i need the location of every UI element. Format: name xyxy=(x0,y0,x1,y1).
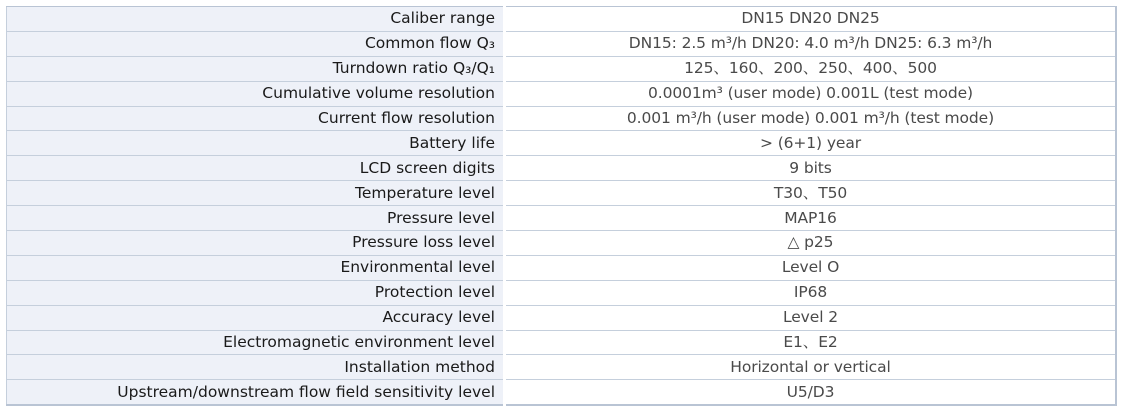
spec-value: IP68 xyxy=(505,280,1117,305)
spec-value: > (6+1) year xyxy=(505,131,1117,156)
table-row xyxy=(7,280,1117,305)
table-row xyxy=(7,330,1117,355)
table-row xyxy=(7,255,1117,280)
table-row xyxy=(7,7,1117,32)
spec-label: Common flow Q₃ xyxy=(7,31,505,56)
spec-label: LCD screen digits xyxy=(7,156,505,181)
spec-value: DN15: 2.5 m³/h DN20: 4.0 m³/h DN25: 6.3 m³/h xyxy=(505,31,1117,56)
spec-label: Turndown ratio Q₃/Q₁ xyxy=(7,56,505,81)
table-row xyxy=(7,31,1117,56)
table-row xyxy=(7,305,1117,330)
table-row xyxy=(7,106,1117,131)
spec-value: T30、T50 xyxy=(505,181,1117,206)
spec-value: U5/D3 xyxy=(505,380,1117,405)
spec-label: Electromagnetic environment level xyxy=(7,330,505,355)
spec-label: Pressure loss level xyxy=(7,231,505,256)
table-row xyxy=(7,181,1117,206)
table-row xyxy=(7,206,1117,231)
spec-label: Pressure level xyxy=(7,206,505,231)
specification-table xyxy=(6,6,1117,406)
spec-value: DN15 DN20 DN25 xyxy=(505,7,1117,32)
table-row xyxy=(7,56,1117,81)
spec-label: Installation method xyxy=(7,355,505,380)
table-row xyxy=(7,380,1117,405)
table-row xyxy=(7,231,1117,256)
spec-label: Accuracy level xyxy=(7,305,505,330)
spec-label: Environmental level xyxy=(7,255,505,280)
table-row xyxy=(7,355,1117,380)
spec-value: △ p25 xyxy=(505,231,1117,256)
spec-label: Battery life xyxy=(7,131,505,156)
spec-label: Protection level xyxy=(7,280,505,305)
spec-value: 9 bits xyxy=(505,156,1117,181)
table-row xyxy=(7,156,1117,181)
spec-value: 0.001 m³/h (user mode) 0.001 m³/h (test mode) xyxy=(505,106,1117,131)
spec-value: E1、E2 xyxy=(505,330,1117,355)
spec-value: Level 2 xyxy=(505,305,1117,330)
spec-label: Upstream/downstream flow field sensitivity level xyxy=(7,380,505,405)
spec-label: Temperature level xyxy=(7,181,505,206)
spec-label: Cumulative volume resolution xyxy=(7,81,505,106)
spec-value: 125、160、200、250、400、500 xyxy=(505,56,1117,81)
spec-value: 0.0001m³ (user mode) 0.001L (test mode) xyxy=(505,81,1117,106)
table-row xyxy=(7,81,1117,106)
spec-label: Caliber range xyxy=(7,7,505,32)
table-row xyxy=(7,131,1117,156)
spec-label: Current flow resolution xyxy=(7,106,505,131)
spec-value: Horizontal or vertical xyxy=(505,355,1117,380)
spec-value: MAP16 xyxy=(505,206,1117,231)
spec-value: Level O xyxy=(505,255,1117,280)
